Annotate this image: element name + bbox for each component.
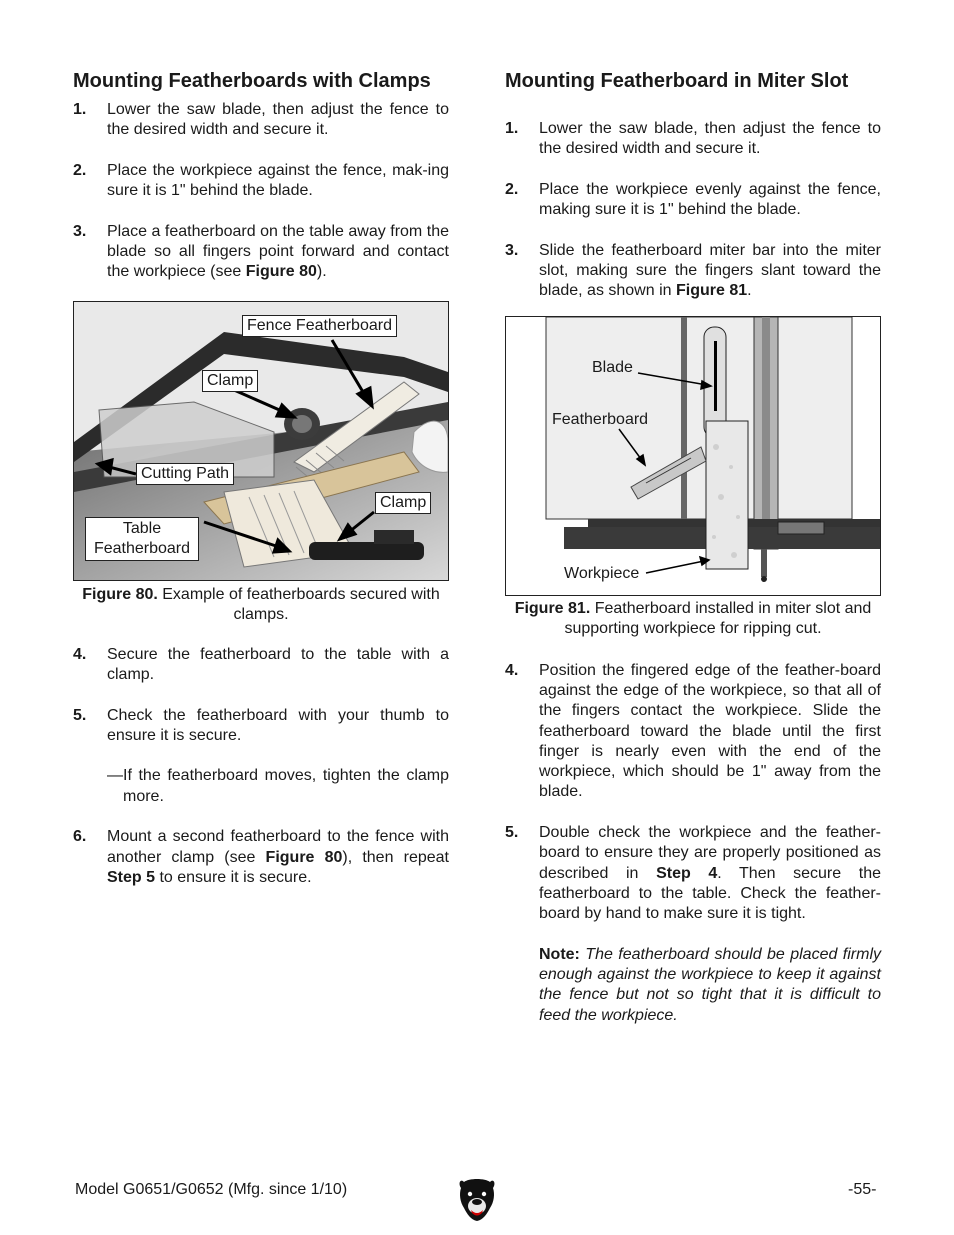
- callout-cutting-path: Cutting Path: [136, 463, 234, 485]
- note-paragraph: [505, 945, 881, 1026]
- step-number: 3.: [73, 222, 87, 240]
- section-heading-clamps: Mounting Featherboards with Clamps: [73, 70, 431, 92]
- step-text: Secure the featherboard to the table with a clamp.: [107, 645, 449, 683]
- caption-text: Featherboard installed in miter slot and supporting workpiece for ripping cut.: [564, 599, 872, 637]
- caption-label: Figure 80.: [82, 585, 158, 603]
- step-text: Mount a second featherboard to the fence with another clamp (see: [107, 828, 449, 866]
- step-number: 5.: [73, 706, 87, 724]
- grizzly-bear-logo-icon: [458, 1176, 496, 1222]
- right-column: [505, 70, 881, 1026]
- miter-slot-illustration: [506, 317, 880, 595]
- step-number: 1.: [505, 120, 519, 137]
- step-text: Place the workpiece against the fence, mak-ing sure it is 1" behind the blade.: [107, 161, 449, 200]
- callout-table-featherboard: Table Featherboard: [85, 517, 199, 561]
- figure-ref: Figure 80: [265, 848, 343, 866]
- step-number: 6.: [73, 828, 87, 846]
- substep-text: —If the featherboard moves, tighten the clamp more.: [107, 767, 449, 805]
- step-text-end: ).: [316, 263, 327, 281]
- caption-text: Example of featherboards secured with clamps.: [157, 585, 440, 623]
- step-5-clamps: [73, 706, 449, 747]
- step-2-clamps: [73, 161, 449, 202]
- step-text-mid: ), then repeat: [342, 848, 450, 866]
- step-text: Check the featherboard with your thumb to ensure it is secure.: [107, 706, 449, 744]
- figure-81-caption: [505, 599, 881, 639]
- step-text: Lower the saw blade, then adjust the fence to the desired width and secure it.: [539, 120, 881, 158]
- step-6-clamps: [73, 827, 449, 888]
- label-workpiece: Workpiece: [564, 564, 640, 582]
- step-number: 2.: [505, 180, 519, 198]
- figure-ref: Figure 81: [675, 282, 748, 300]
- footer-page-number: -55-: [848, 1181, 877, 1198]
- step-number: 4.: [73, 645, 87, 663]
- step-3-miter: [505, 241, 881, 302]
- step-number: 1.: [73, 101, 87, 118]
- figure-80-photo: [73, 301, 449, 581]
- label-featherboard: Featherboard: [552, 410, 649, 428]
- step-text: Double check the workpiece and the feather-board to ensure they are properly positioned as described in: [539, 824, 881, 882]
- callout-fence-featherboard: Fence Featherboard: [242, 315, 397, 337]
- callout-clamp-right: Clamp: [375, 492, 431, 514]
- step-ref: Step 5: [107, 868, 156, 886]
- step-text-end: .: [747, 282, 752, 300]
- step-1-clamps: [73, 100, 449, 141]
- step-5-substep: [73, 766, 449, 807]
- caption-label: Figure 81.: [514, 599, 591, 617]
- step-text: Slide the featherboard miter bar into the miter slot, making sure the fingers slant toward the blade, as shown in: [539, 241, 881, 300]
- left-column: [73, 70, 449, 888]
- step-text-end: to ensure it is secure.: [155, 868, 312, 886]
- callout-clamp-top: Clamp: [202, 370, 258, 392]
- note-label: Note:: [539, 945, 580, 963]
- step-ref: Step 4: [656, 864, 718, 882]
- figure-80-caption: [73, 585, 449, 625]
- step-3-clamps: [73, 222, 449, 283]
- step-text: Place a featherboard on the table away from the blade so all fingers point forward and contact the workpiece (see: [107, 222, 449, 281]
- step-text-end: . Then secure the featherboard to the table. Check the feather-board by hand to make sure it is tight.: [539, 864, 881, 923]
- step-5-miter: [505, 823, 881, 924]
- section-heading-miter-slot: Mounting Featherboard in Miter Slot: [505, 70, 849, 92]
- step-1-miter: [505, 119, 881, 160]
- step-number: 5.: [505, 824, 519, 842]
- step-text: Lower the saw blade, then adjust the fence to the desired width and secure it.: [107, 101, 449, 139]
- note-text: The featherboard should be placed firmly enough against the workpiece to keep it against the fence but not so tight that it is difficult to feed the workpiece.: [539, 945, 881, 1024]
- step-2-miter: [505, 180, 881, 221]
- step-number: 4.: [505, 661, 519, 679]
- step-4-miter: [505, 661, 881, 803]
- step-text: Place the workpiece evenly against the fence, making sure it is 1" behind the blade.: [539, 180, 881, 219]
- label-blade: Blade: [592, 358, 633, 376]
- footer-model: Model G0651/G0652 (Mfg. since 1/10): [75, 1181, 348, 1198]
- step-text: Position the fingered edge of the feather-board against the edge of the workpiece, so that all of the fingers contact the workpiece. Slide the featherboard toward the blade until the first finger is nearly even with the end of the workpiece, which should be 1" away from the blade.: [539, 661, 881, 801]
- step-number: 2.: [73, 161, 87, 179]
- step-number: 3.: [505, 241, 519, 259]
- figure-ref: Figure 80: [245, 263, 317, 281]
- figure-81-photo: [505, 316, 881, 596]
- step-4-clamps: [73, 645, 449, 686]
